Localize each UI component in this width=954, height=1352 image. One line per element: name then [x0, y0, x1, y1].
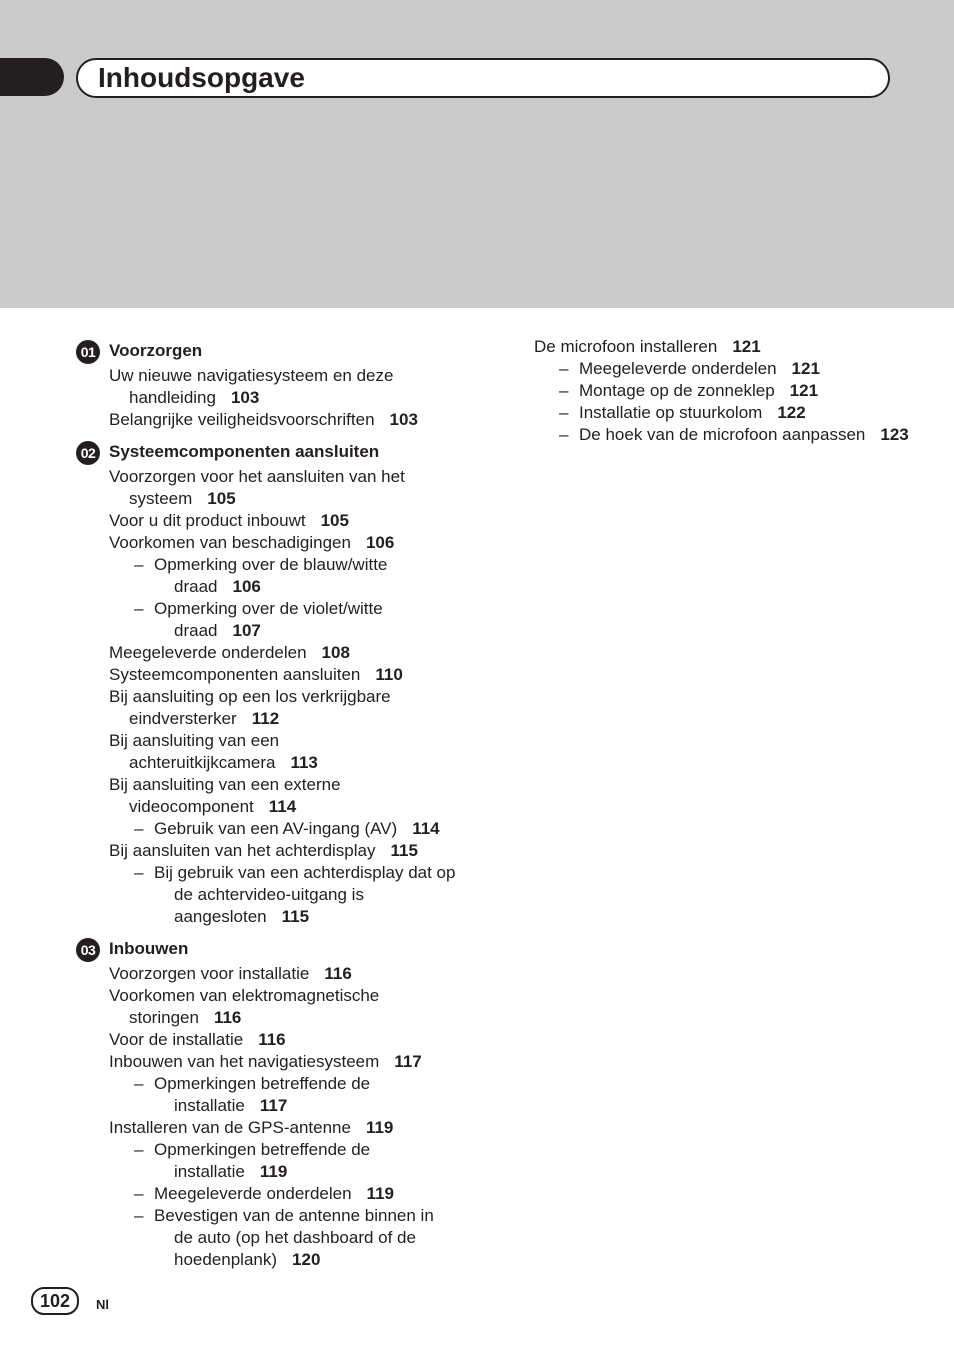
- toc-entry[interactable]: [76, 664, 456, 686]
- toc-entry-text: Installatie op stuurkolom: [579, 403, 763, 422]
- toc-entry-text: Meegeleverde onderdelen: [154, 1184, 352, 1203]
- section-number-badge: 01: [76, 340, 100, 364]
- page-number: 102: [31, 1287, 79, 1315]
- toc-entry-text: Opmerkingen betreffende de installatie: [154, 1140, 371, 1181]
- section-tab: [0, 58, 64, 96]
- toc-page-number: 121: [732, 337, 761, 356]
- dash-bullet: –: [134, 555, 144, 574]
- section-heading[interactable]: [76, 938, 456, 960]
- toc-subentry[interactable]: [76, 818, 456, 840]
- toc-page-number: 105: [207, 489, 236, 508]
- header-band: [0, 0, 954, 308]
- dash-bullet: –: [559, 403, 569, 422]
- section-number-badge: 02: [76, 441, 100, 465]
- toc-entry[interactable]: [76, 510, 456, 532]
- toc-entry-text: Installeren van de GPS-antenne: [109, 1118, 351, 1137]
- toc-entry-text: Voorzorgen voor het aansluiten van het systeem: [109, 467, 405, 508]
- toc-page-number: 113: [290, 753, 318, 772]
- toc-section: [76, 938, 456, 1271]
- toc-entry-text: Uw nieuwe navigatiesysteem en deze handleiding: [109, 366, 394, 407]
- toc-page-number: 116: [324, 964, 352, 983]
- toc-entry-text: Opmerking over de violet/witte draad: [154, 599, 383, 640]
- toc-page-number: 122: [777, 403, 806, 422]
- toc-page-number: 119: [365, 1118, 394, 1137]
- dash-bullet: –: [559, 359, 569, 378]
- toc-subentry[interactable]: [76, 554, 456, 598]
- toc-entry-text: Voorkomen van elektromagnetische storingen: [109, 986, 380, 1027]
- toc-entry[interactable]: [76, 1051, 456, 1073]
- toc-entry-text: Voor u dit product inbouwt: [109, 511, 306, 530]
- dash-bullet: –: [559, 381, 569, 400]
- toc-entry-text: Voor de installatie: [109, 1030, 244, 1049]
- toc-page-number: 119: [259, 1162, 288, 1181]
- toc-entry[interactable]: [76, 1029, 456, 1051]
- toc-page-number: 114: [412, 819, 440, 838]
- toc-page-number: 108: [321, 643, 350, 662]
- toc-page-number: 106: [365, 533, 395, 552]
- toc-entry-text: Bij aansluiting op een los verkrijgbare eindversterker: [109, 687, 391, 728]
- toc-entry-text: Opmerking over de blauw/witte draad: [154, 555, 388, 596]
- dash-bullet: –: [134, 1074, 144, 1093]
- section-heading[interactable]: [76, 441, 456, 463]
- toc-right-column: [534, 336, 934, 446]
- toc-page-number: 114: [268, 797, 297, 816]
- dash-bullet: –: [134, 1206, 144, 1225]
- toc-entry-text: Bij aansluiting van een externe videocomponent: [109, 775, 341, 816]
- toc-subentry[interactable]: [534, 380, 934, 402]
- section-number-badge: 03: [76, 938, 100, 962]
- toc-entry[interactable]: [76, 532, 456, 554]
- toc-section: [76, 441, 456, 928]
- toc-entry-text: Montage op de zonneklep: [579, 381, 775, 400]
- toc-entry[interactable]: [76, 730, 456, 774]
- toc-page-number: 116: [258, 1030, 286, 1049]
- toc-page-number: 117: [394, 1052, 422, 1071]
- toc-page-number: 117: [259, 1096, 288, 1115]
- toc-page-number: 116: [213, 1008, 242, 1027]
- toc-page-number: 107: [232, 621, 261, 640]
- section-title: Inbouwen: [109, 939, 189, 958]
- section-heading[interactable]: [76, 340, 456, 362]
- toc-left-column: [76, 340, 456, 1281]
- toc-subentry[interactable]: [534, 358, 934, 380]
- toc-subentry[interactable]: [534, 424, 934, 446]
- toc-page-number: 103: [389, 410, 418, 429]
- language-code: Nl: [96, 1297, 109, 1312]
- toc-page-number: 121: [791, 359, 820, 378]
- toc-page-number: 115: [281, 907, 310, 926]
- toc-entry-text: Inbouwen van het navigatiesysteem: [109, 1052, 380, 1071]
- toc-section: [76, 340, 456, 431]
- dash-bullet: –: [559, 425, 569, 444]
- toc-entry-text: Opmerkingen betreffende de installatie: [154, 1074, 371, 1115]
- toc-page-number: 115: [390, 841, 418, 860]
- toc-page-number: 105: [320, 511, 349, 530]
- toc-entry[interactable]: [76, 686, 456, 730]
- toc-subentry[interactable]: [534, 402, 934, 424]
- toc-entry[interactable]: [76, 365, 456, 409]
- dash-bullet: –: [134, 599, 144, 618]
- toc-entry-text: Bij aansluiting van een achteruitkijkcamera: [109, 731, 280, 772]
- toc-entry-text: De microfoon installeren: [534, 337, 718, 356]
- toc-entry[interactable]: [76, 963, 456, 985]
- toc-entry[interactable]: [76, 466, 456, 510]
- toc-entry-text: Voorzorgen voor installatie: [109, 964, 310, 983]
- section-title: Voorzorgen: [109, 341, 203, 360]
- toc-entry[interactable]: [76, 985, 456, 1029]
- section-title: Systeemcomponenten aansluiten: [109, 442, 380, 461]
- toc-entry-text: De hoek van de microfoon aanpassen: [579, 425, 866, 444]
- dash-bullet: –: [134, 1140, 144, 1159]
- dash-bullet: –: [134, 1184, 144, 1203]
- toc-page-number: 112: [251, 709, 280, 728]
- toc-page-number: 120: [292, 1250, 321, 1269]
- toc-page-number: 110: [375, 665, 403, 684]
- toc-entry[interactable]: [76, 1117, 456, 1139]
- toc-entry-text: Meegeleverde onderdelen: [109, 643, 307, 662]
- page-title: Inhoudsopgave: [98, 62, 305, 93]
- toc-page-number: 103: [230, 388, 260, 407]
- toc-subentry[interactable]: [76, 862, 456, 928]
- toc-entry[interactable]: [76, 774, 456, 818]
- toc-entry-text: Voorkomen van beschadigingen: [109, 533, 351, 552]
- toc-subentry[interactable]: [76, 598, 456, 642]
- toc-entry-text: Gebruik van een AV-ingang (AV): [154, 819, 398, 838]
- toc-subentry[interactable]: [76, 1183, 456, 1205]
- dash-bullet: –: [134, 819, 144, 838]
- toc-subentry[interactable]: [76, 1073, 456, 1117]
- toc-page-number: 106: [232, 577, 261, 596]
- toc-entry[interactable]: [76, 642, 456, 664]
- toc-entry[interactable]: [76, 840, 456, 862]
- toc-entry-text: Bij aansluiten van het achterdisplay: [109, 841, 376, 860]
- toc-entry[interactable]: [534, 336, 934, 358]
- toc-page-number: 123: [880, 425, 909, 444]
- toc-subentry[interactable]: [76, 1205, 456, 1271]
- title-bar: [76, 58, 890, 98]
- dash-bullet: –: [134, 863, 144, 882]
- toc-entry-text: Bevestigen van de antenne binnen in de auto (op het dashboard of de hoedenplank): [154, 1206, 434, 1269]
- toc-entry[interactable]: [76, 409, 456, 431]
- toc-entry-text: Bij gebruik van een achterdisplay dat op de achtervideo-uitgang is aangesloten: [154, 863, 456, 926]
- toc-page-number: 121: [789, 381, 819, 400]
- toc-entry-text: Belangrijke veiligheidsvoorschriften: [109, 410, 375, 429]
- toc-entry-text: Meegeleverde onderdelen: [579, 359, 777, 378]
- toc-page-number: 119: [366, 1184, 394, 1203]
- toc-subentry[interactable]: [76, 1139, 456, 1183]
- toc-entry-text: Systeemcomponenten aansluiten: [109, 665, 361, 684]
